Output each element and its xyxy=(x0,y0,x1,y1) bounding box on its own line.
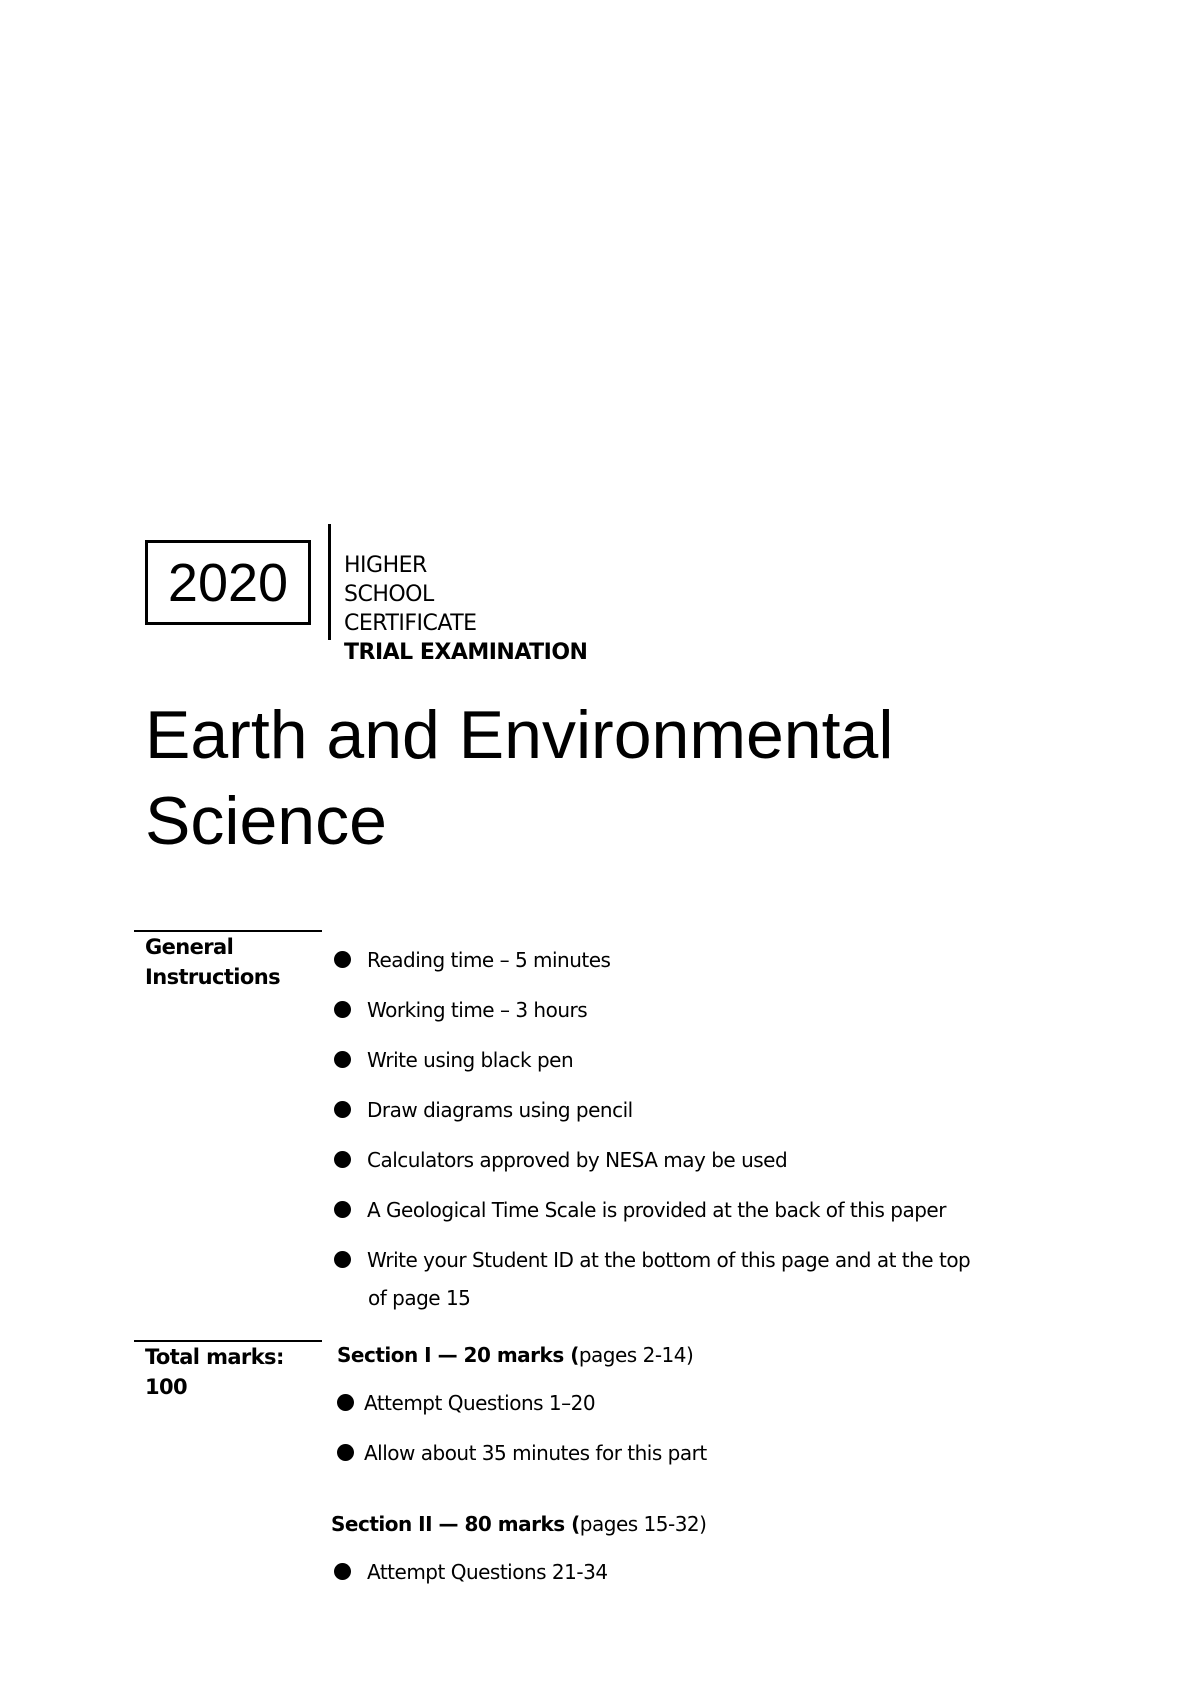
bullet-icon xyxy=(337,1444,354,1461)
instruction-text: Working time – 3 hours xyxy=(367,998,588,1022)
instruction-item xyxy=(334,991,587,1029)
instruction-item xyxy=(334,1191,946,1229)
label-line: General xyxy=(145,935,234,959)
bullet-icon xyxy=(334,1051,351,1068)
title-line: Science xyxy=(145,783,387,859)
label-line: Instructions xyxy=(145,965,280,989)
instruction-text: Write using black pen xyxy=(367,1048,574,1072)
bullet-icon xyxy=(337,1394,354,1411)
general-instructions-label xyxy=(145,932,280,992)
section1-item-text: Attempt Questions 1–20 xyxy=(364,1391,596,1415)
exam-type: TRIAL EXAMINATION xyxy=(344,640,588,665)
section1-title: Section I — 20 marks ( xyxy=(337,1343,579,1367)
instruction-text: Draw diagrams using pencil xyxy=(367,1098,633,1122)
bullet-icon xyxy=(334,1101,351,1118)
exam-title xyxy=(145,692,893,864)
instruction-text: Calculators approved by NESA may be used xyxy=(367,1148,788,1172)
bullet-icon xyxy=(334,1251,351,1268)
instruction-item xyxy=(334,941,610,979)
instruction-item xyxy=(334,1241,970,1317)
section2-item-text: Attempt Questions 21-34 xyxy=(367,1560,608,1584)
section1-item xyxy=(337,1434,707,1472)
section1-item-text: Allow about 35 minutes for this part xyxy=(364,1441,707,1465)
section1-item xyxy=(337,1384,595,1422)
certificate-line: SCHOOL xyxy=(344,582,434,607)
certificate-line: HIGHER xyxy=(344,553,427,578)
instruction-item xyxy=(334,1091,633,1129)
instruction-item xyxy=(334,1141,787,1179)
bullet-icon xyxy=(334,1563,351,1580)
section2-heading xyxy=(331,1512,706,1536)
year-box xyxy=(145,540,311,625)
year: 2020 xyxy=(167,552,289,613)
instruction-continuation: of page 15 xyxy=(368,1286,471,1310)
total-marks-text: Total marks: xyxy=(145,1345,284,1369)
section2-pages: pages 15-32) xyxy=(579,1512,707,1536)
header-divider xyxy=(328,524,331,640)
section1-heading xyxy=(337,1343,693,1367)
instruction-item xyxy=(334,1041,573,1079)
bullet-icon xyxy=(334,1001,351,1018)
instruction-text: Write your Student ID at the bottom of this page and at the top xyxy=(367,1248,971,1272)
title-line: Earth and Environmental xyxy=(145,697,894,773)
bullet-icon xyxy=(334,1151,351,1168)
bullet-icon xyxy=(334,1201,351,1218)
total-marks-label xyxy=(145,1342,284,1402)
section2-title: Section II — 80 marks ( xyxy=(331,1512,580,1536)
certificate-block xyxy=(344,551,587,667)
certificate-line: CERTIFICATE xyxy=(344,611,477,636)
bullet-icon xyxy=(334,951,351,968)
total-marks-value: 100 xyxy=(145,1375,188,1399)
section2-item xyxy=(334,1553,608,1591)
section1-pages: pages 2-14) xyxy=(578,1343,694,1367)
instruction-text: A Geological Time Scale is provided at the back of this paper xyxy=(367,1198,946,1222)
instruction-text: Reading time – 5 minutes xyxy=(367,948,611,972)
